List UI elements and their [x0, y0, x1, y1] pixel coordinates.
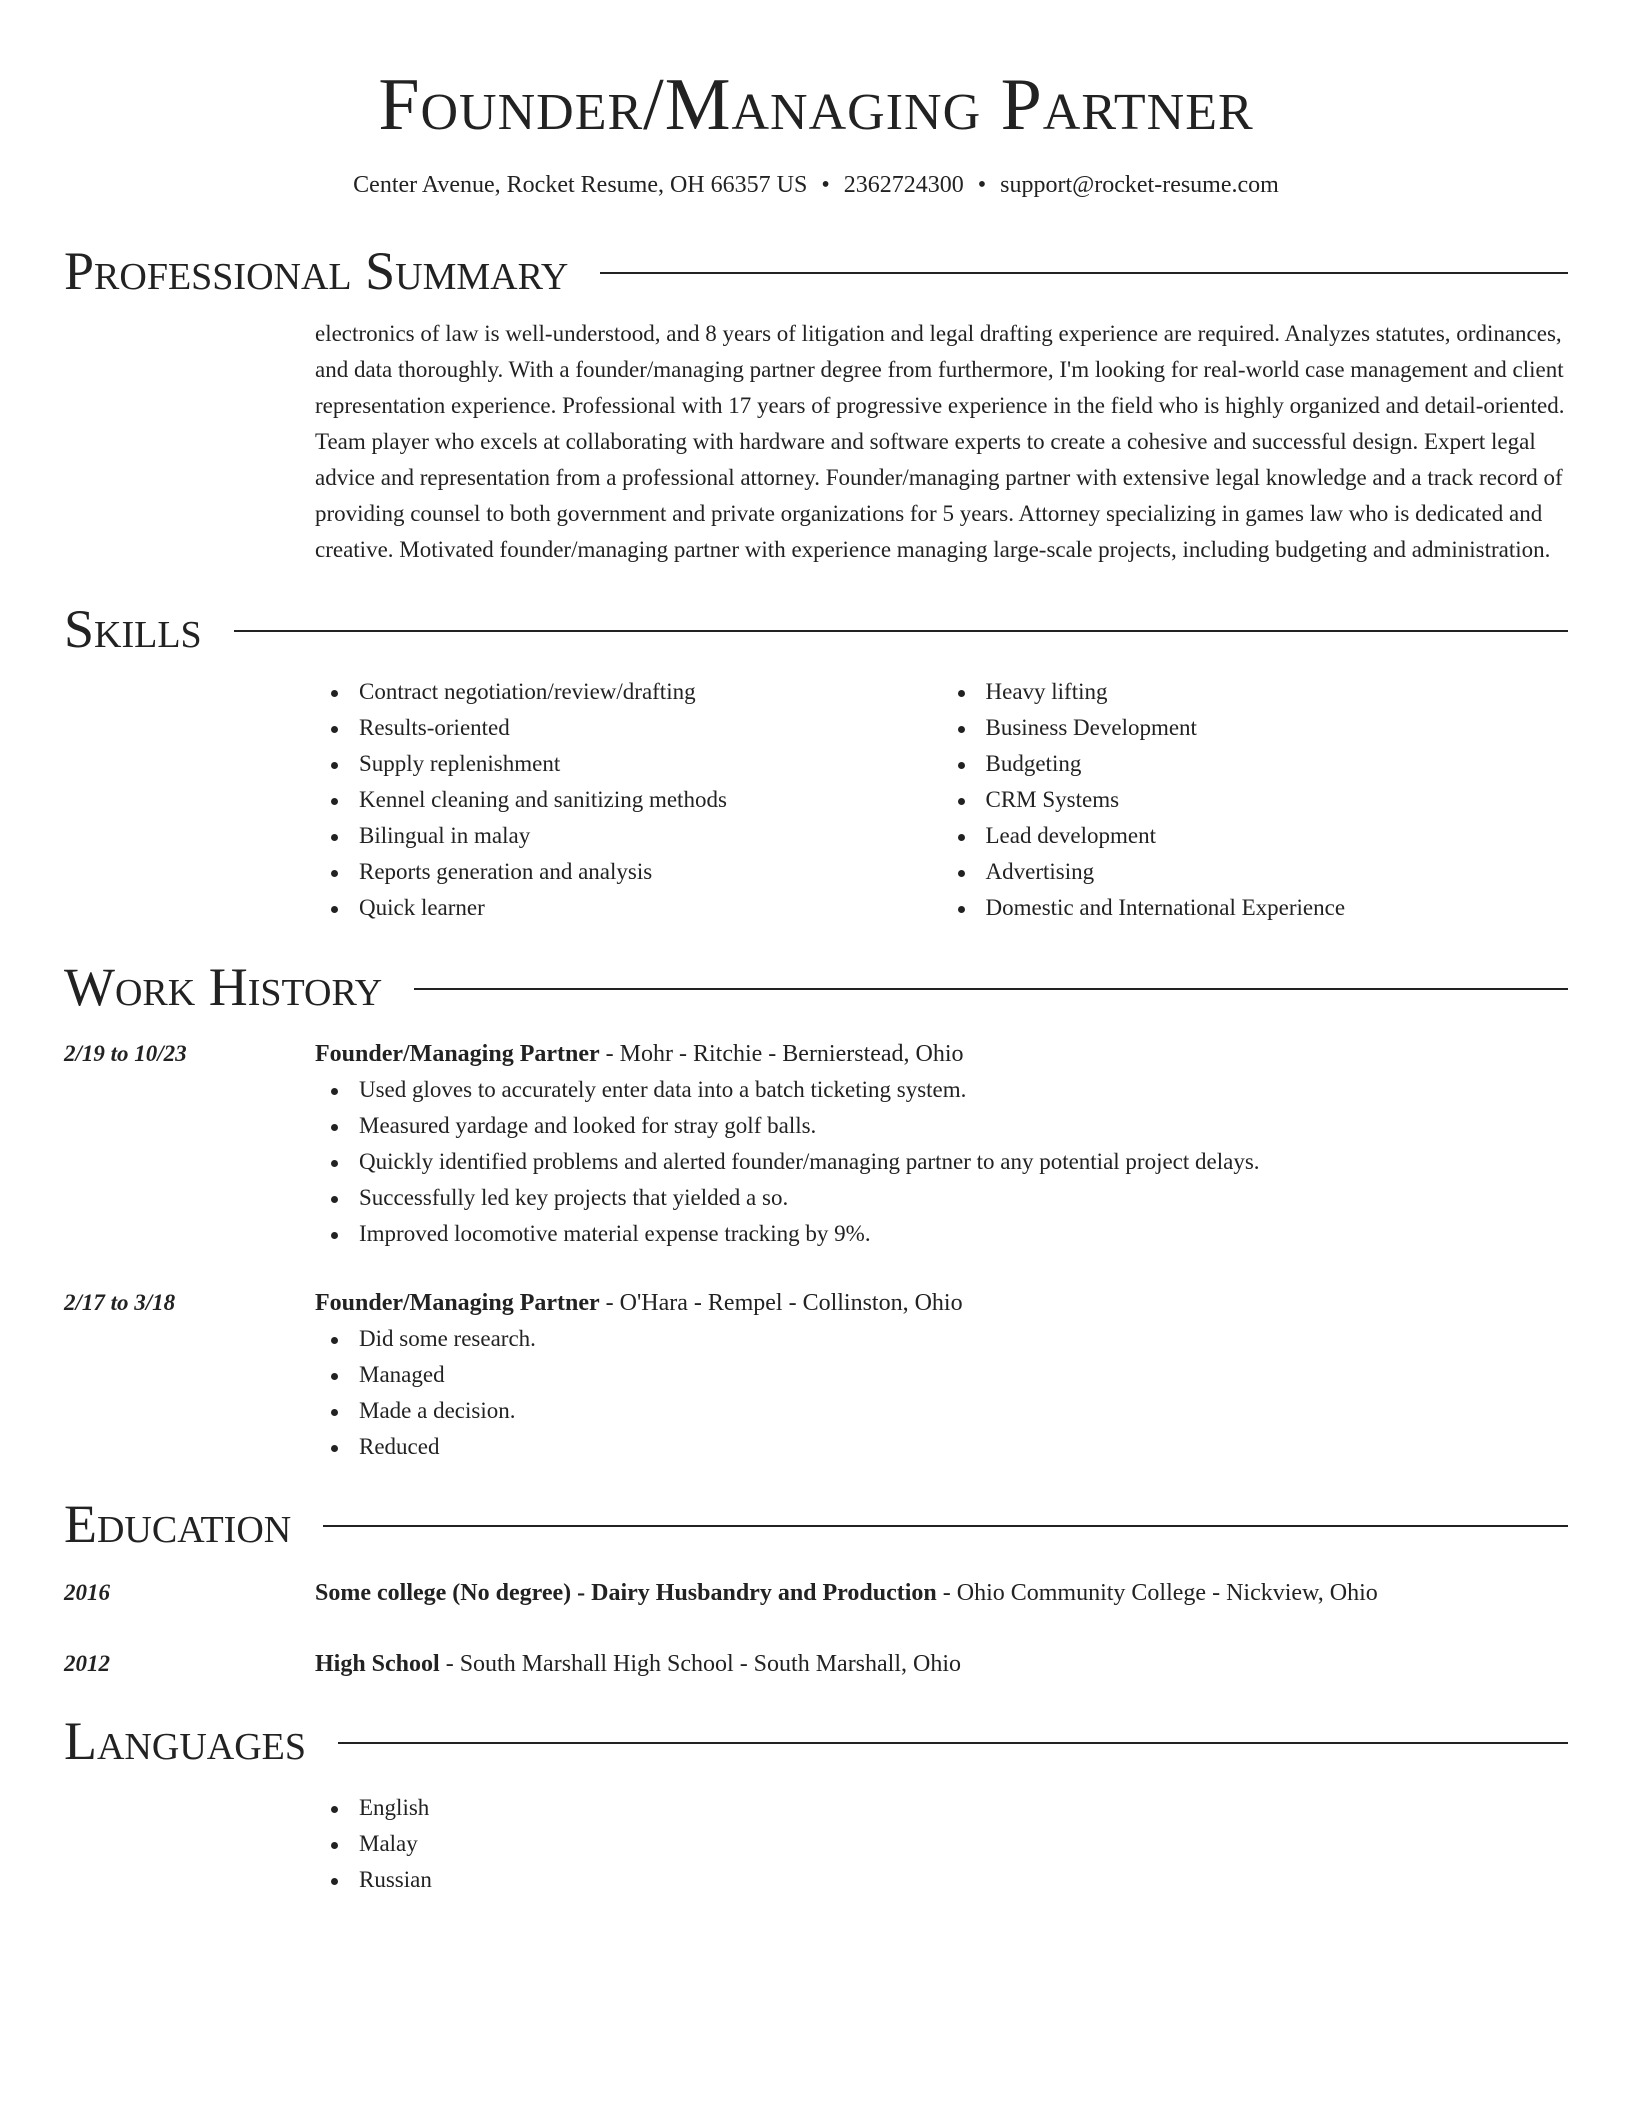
school: - South Marshall High School - South Marshall, Ohio [439, 1651, 962, 1677]
skill-item: Budgeting [942, 746, 1569, 782]
skill-item: Supply replenishment [315, 746, 942, 782]
languages-section-title: Languages [64, 1711, 306, 1771]
education-year: 2012 [64, 1651, 110, 1676]
section-divider [600, 272, 1568, 274]
languages-list [315, 1790, 1568, 1898]
education-entry-body [315, 1646, 1568, 1682]
languages-list-wrapper [315, 1790, 1568, 1898]
education-section-title: Education [64, 1494, 292, 1554]
contact-phone: 2362724300 [843, 172, 964, 198]
skill-item: Lead development [942, 818, 1569, 854]
work-entry [64, 1285, 1568, 1465]
job-duties [315, 1072, 1568, 1252]
languages-section-header [64, 1708, 1568, 1774]
contact-line [64, 168, 1568, 202]
work-entry-body [315, 1285, 1568, 1465]
work-entry [64, 1036, 1568, 1252]
language-item: English [315, 1790, 1568, 1826]
summary-text: electronics of law is well-understood, and 8 years of litigation and legal drafting experience are required. Analyzes statutes, ordinances, and data thoroughly. With a founder/managing partner degree from furthermore, I'm looking for real-world case management and client representation experience. Professional with 17 years of progressive experience in the field who is highly organized and detail-oriented. Team player who excels at collaborating with hardware and software experts to create a cohesive and successful design. Expert legal advice and representation from a professional attorney. Founder/managing partner with extensive legal knowledge and a track record of providing counsel to both government and private organizations for 5 years. Attorney specializing in games law who is dedicated and creative. Motivated founder/managing partner with experience managing large-scale projects, including budgeting and administration. [315, 321, 1565, 562]
contact-separator: • [977, 172, 987, 198]
language-item: Malay [315, 1826, 1568, 1862]
contact-email: support@rocket-resume.com [1000, 172, 1279, 198]
work-entry-heading [315, 1285, 1568, 1321]
skills-section-title: Skills [64, 599, 202, 659]
section-divider [234, 630, 1568, 632]
skill-item: Contract negotiation/review/drafting [315, 674, 942, 710]
skill-item: Results-oriented [315, 710, 942, 746]
duty-item: Managed [315, 1357, 1568, 1393]
resume-name: Founder/Managing Partner [378, 64, 1254, 146]
job-title: Founder/Managing Partner [315, 1041, 600, 1067]
section-divider [414, 988, 1568, 990]
skill-item: Heavy lifting [942, 674, 1569, 710]
education-entry-body [315, 1575, 1568, 1611]
section-divider [338, 1742, 1568, 1744]
contact-address: Center Avenue, Rocket Resume, OH 66357 US [353, 172, 808, 198]
job-employer: - Mohr - Ritchie - Bernierstead, Ohio [599, 1041, 964, 1067]
duty-item: Did some research. [315, 1321, 1568, 1357]
duty-item: Used gloves to accurately enter data into a batch ticketing system. [315, 1072, 1568, 1108]
skills-section-header [64, 596, 1568, 662]
skill-item: Domestic and International Experience [942, 890, 1569, 926]
section-divider [323, 1525, 1568, 1527]
work-entry-body [315, 1036, 1568, 1252]
work-dates: 2/17 to 3/18 [64, 1290, 176, 1315]
education-entry [64, 1575, 1568, 1611]
skill-item: CRM Systems [942, 782, 1569, 818]
skill-item: Business Development [942, 710, 1569, 746]
education-year: 2016 [64, 1580, 110, 1605]
contact-separator: • [821, 172, 830, 198]
duty-item: Quickly identified problems and alerted founder/managing partner to any potential project delays. [315, 1144, 1568, 1180]
work-section-header [64, 954, 1568, 1020]
education-entry [64, 1646, 1568, 1682]
work-dates: 2/19 to 10/23 [64, 1041, 187, 1066]
duty-item: Reduced [315, 1429, 1568, 1465]
skill-item: Advertising [942, 854, 1569, 890]
summary-section-title: Professional Summary [64, 241, 569, 301]
skill-item: Kennel cleaning and sanitizing methods [315, 782, 942, 818]
skill-item: Bilingual in malay [315, 818, 942, 854]
school: - Ohio Community College - Nickview, Ohio [936, 1580, 1378, 1606]
skill-item: Quick learner [315, 890, 942, 926]
job-employer: - O'Hara - Rempel - Collinston, Ohio [599, 1290, 963, 1316]
job-title: Founder/Managing Partner [315, 1290, 600, 1316]
job-duties [315, 1321, 1568, 1465]
degree: Some college (No degree) - Dairy Husbandry and Production [315, 1580, 937, 1606]
work-entry-heading [315, 1036, 1568, 1072]
summary-section-header [64, 238, 1568, 304]
education-section-header [64, 1491, 1568, 1557]
skill-item: Reports generation and analysis [315, 854, 942, 890]
work-section-title: Work History [64, 957, 383, 1017]
duty-item: Made a decision. [315, 1393, 1568, 1429]
duty-item: Measured yardage and looked for stray golf balls. [315, 1108, 1568, 1144]
skills-left-column [315, 674, 942, 926]
language-item: Russian [315, 1862, 1568, 1898]
skills-list [315, 674, 1568, 926]
duty-item: Improved locomotive material expense tracking by 9%. [315, 1216, 1568, 1252]
skills-right-column [942, 674, 1569, 926]
degree: High School [315, 1651, 440, 1677]
duty-item: Successfully led key projects that yielded a so. [315, 1180, 1568, 1216]
